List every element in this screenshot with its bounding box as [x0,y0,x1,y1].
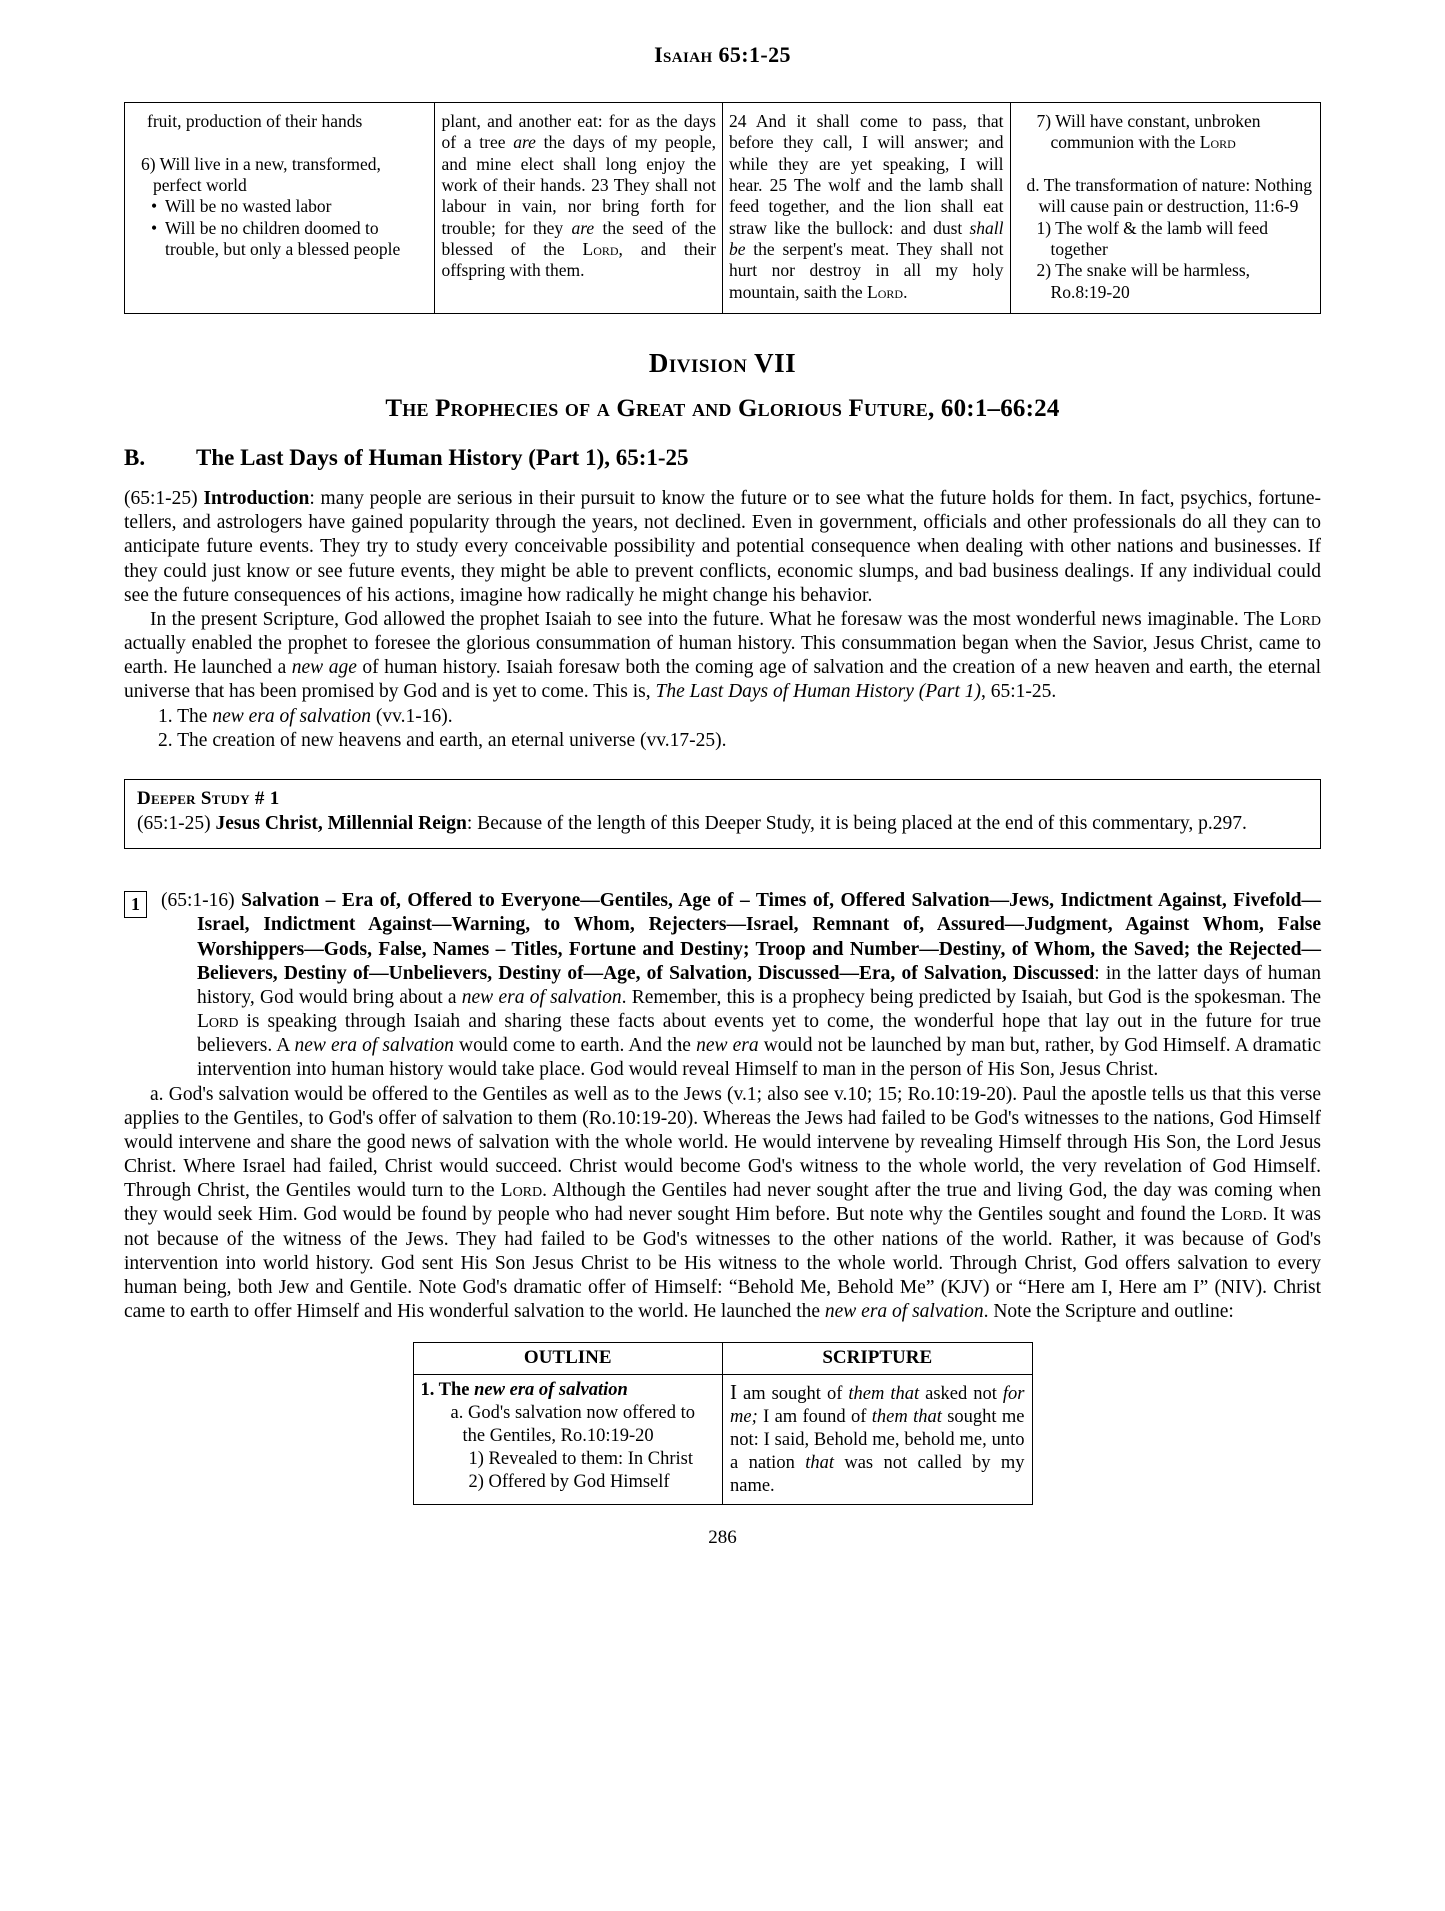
verse-23-a: They shall not labour in vain, nor bring forth for trouble; for they [441,175,716,238]
deeper-study-body [137,812,1308,836]
para-a-1: a. God's salvation would be offered to the Gentiles as well as to the Jews (v.1; also see v.10; 15; Ro.10:19-20). Paul the apostle tells us that this verse applies to the Gentiles, to God's offer of salvation to them (Ro.10:19-20). Whereas the Jews had failed to be God's witnesses to the nations, God Himself would intervene and share the good news of salvation with the whole world. He would intervene by revealing Himself through His Son, the Lord Jesus Christ. Where Israel had failed, Christ would succeed. Christ would become God's witness to the whole world, the very revelation of God Himself. Through Christ, the Gentiles would turn to the [124,1083,1321,1202]
point-body [161,889,1321,1082]
scripture-initial: I [730,1379,737,1404]
divine-name-lord: Lord [1279,608,1321,630]
list-number: 2. [158,729,173,751]
point-italic-new-era-3: new era [696,1035,759,1057]
outline-item-a-1: 1) Revealed to them: In Christ [468,1448,694,1469]
verse-number-23: 23 [591,175,609,196]
list-text-b: (vv.1-16). [371,705,453,727]
page-content [124,102,1321,1505]
point-italic-new-era: new era of salvation [461,986,622,1008]
point-body-a: : in the latter days of human history, God would bring about a [197,962,1321,1008]
list-item: • Will be no wasted labor [151,196,428,217]
verse-25-italic: shall be [728,217,1004,260]
point-body-d: would come to earth. And the [453,1035,697,1057]
scripture-italic-2: for me; [730,1383,1025,1427]
outline-item-1 [421,1379,716,1402]
section-heading [124,445,1321,471]
outline-item-a: a. God's salvation now offered to the Gentiles, Ro.10:19-20 [450,1402,695,1446]
section-letter: B. [124,445,146,471]
outline-scripture-table [413,1342,1033,1505]
verse-25-b: the serpent's meat. They shall not hurt nor destroy in all my holy mountain, saith the [728,239,1004,302]
outline-item-a-2: 2) Offered by God Himself [468,1471,670,1492]
table-row [413,1374,1032,1505]
list-number: 1. [158,705,173,727]
commentary-point-1 [124,889,1321,1082]
list-item [124,705,1321,729]
outline-item-1-italic: new era of salvation [474,1379,628,1400]
outline-point-7-text: 7) Will have constant, unbroken communion with the [1036,111,1261,153]
scripture-e: sought me not: I said, Behold me, behold me, unto a nation [730,1406,1025,1473]
deeper-study-title: Deeper Study # 1 [137,787,280,809]
spacer [131,132,428,153]
list-italic: new era of salvation [212,705,372,727]
outline-point-d-2: 2) The snake will be harmless, Ro.8:19-20 [1036,260,1251,302]
intro2-d: , 65:1-25. [981,681,1057,703]
division-subtitle: The Prophecies of a Great and Glorious Future, 60:1–66:24 [385,395,1060,423]
column-header-outline: OUTLINE [413,1343,723,1375]
outline-cell [413,1374,723,1505]
intro-ref: (65:1-25) [124,488,204,510]
verse-number-24: 24 [728,111,747,131]
divine-name-lord: Lord [582,239,619,260]
page-number: 286 [708,1527,737,1549]
verse-23-italic: are [571,217,595,238]
outline-item-1-bold: 1. The [420,1379,475,1400]
divine-name-lord: Lord [1220,1204,1263,1226]
outline-column-left [125,103,435,314]
outline-column-right [1010,103,1320,314]
divine-name-lord: Lord [197,1011,239,1033]
point-number-badge: 1 [124,891,147,918]
verse-23-c: , and their offspring with them. [441,239,716,281]
para-a-3: . It was not because of the witness of the Jews. They had failed to be God's witnesses to the other nations of the world. Rather, it was because of God's intervention into world history. God sent His Son Jesus Christ to be His witness to the whole world. Through Christ, God offers salvation to every human being, both Jew and Gentile. Note God's dramatic offer of Himself: “Behold Me, Behold Me” (KJV) or “Here am I, Here am I” (NIV). Christ came to earth to offer Himself and His wonderful salvation to the world. He launched the [124,1204,1321,1323]
para-a-4: . Note the Scripture and outline: [983,1301,1234,1323]
intro2-c: of human history. Isaiah foresaw both the coming age of salvation and the creation of a new heaven and earth, the eternal universe that has been promised by God and is yet to come. This is, [124,657,1321,703]
point-heading-paragraph [161,889,1321,1082]
point-heading-bold: Salvation – Era of, Offered to Everyone—Gentiles, Age of – Times of, Offered Salvation—Jews, Indictment Against, Fivefold—Israel, Indictment Against—Warning, to Whom, Rejecters—Israel, Remnant of, Assured—Judgment, Against Whom, False Worshippers—Gods, False, Names – Titles, Fortune and Destiny; Troop and Number—Destiny, of Whom, the Saved; the Rejected—Believers, Destiny of—Unbelievers, Destiny of—Age, of Salvation, Discussed—Era, of Salvation, Discussed [197,890,1322,984]
scripture-cell [723,1374,1033,1505]
introduction-paragraph-1 [124,487,1321,608]
point-body-c: is speaking through Isaiah and sharing these facts about events yet to come, the wonderful hope that lay out in the future for true believers. A [197,1011,1321,1057]
scripture-f: was not called by my name. [730,1452,1025,1496]
page [0,42,1445,1911]
column-header-scripture: SCRIPTURE [723,1343,1033,1375]
verse-number-25: 25 [769,175,788,196]
intro-text: : many people are serious in their pursuit to know the future or to see what the future holds for them. In fact, psychics, fortune-tellers, and astrologers have gained popularity through the years, not declined. Even in government, officials and other professionals do all they can to anticipate future events. They try to study every conceivable possibility and potential consequence when dealing with other nations and businesses. If they could just know or see future events, they might be able to prevent conflicts, economic slumps, and bad business dealings. If any individual could see the future consequences of his actions, imagine how radically he might change his behavior. [124,488,1321,606]
point-ref: (65:1-16) [161,890,242,912]
intro2-italic-title: The Last Days of Human History (Part 1) [655,681,982,703]
scripture-text-b: the days of my people, and mine elect shall long enjoy the work of their hands. [441,132,716,196]
scripture-column-2 [722,103,1010,314]
table-row [125,103,1321,314]
scripture-italic-1: them that [848,1383,920,1404]
point-sub-paragraph-a [124,1083,1321,1325]
introduction-paragraph-2 [124,608,1321,705]
verse-23-b: the seed of the blessed of the [441,217,716,260]
outline-point-d-1: 1) The wolf & the lamb will feed together [1036,217,1269,260]
outline-point-7 [1017,111,1314,154]
spacer [1017,154,1314,175]
point-body-e: would not be launched by man but, rather, by God Himself. A dramatic intervention into human history would take place. God would reveal Himself to man in the person of His Son, Jesus Christ. [197,1035,1321,1081]
outline-line-fruit: fruit, production of their hands [147,111,363,131]
point-italic-new-era-2: new era of salvation [294,1035,454,1057]
outline-bullets [131,196,428,260]
intro2-a: In the present Scripture, God allowed the prophet Isaiah to see into the future. What he foresaw was the most wonderful news imaginable. The [150,608,1280,630]
deeper-study-text: : Because of the length of this Deeper Study, it is being placed at the end of this commentary, p.297. [466,812,1247,834]
verse-25-a: The wolf and the lamb shall feed together, and the lion shall eat straw like the bullock: and dust [728,175,1004,238]
verse-24-text: And it shall come to pass, that before they call, I will answer; and while they are yet speaking, I will hear. [728,111,1004,196]
outline-point-6: 6) Will live in a new, transformed, perfect world [141,153,381,196]
verse-outline-table [124,102,1321,314]
intro2-italic-new-age: new age [291,657,357,679]
scripture-d: I am found of [757,1406,872,1427]
deeper-study-ref: (65:1-25) [137,812,216,834]
para-a-italic: new era of salvation [824,1301,984,1323]
list-item: • Will be no children doomed to trouble, but only a blessed people [151,218,428,261]
deeper-study-box [124,779,1321,849]
scripture-italic-are: are [513,132,536,153]
intro2-b: actually enabled the prophet to foresee the glorious consummation of human history. This consummation began when the Savior, Jesus Christ, came to earth. He launched a [124,633,1321,679]
list-text-a: The creation of new heavens and earth, an eternal universe (vv.17-25). [172,729,727,751]
divine-name-lord: Lord [1199,132,1236,153]
list-text-a: The [172,705,213,727]
scripture-b: am sought of [737,1383,849,1404]
running-head: Isaiah 65:1-25 [654,42,791,67]
divine-name-lord: Lord [500,1180,543,1202]
divine-name-lord: Lord [867,281,904,302]
para-a-2: . Although the Gentiles had never sought after the true and living God, the day was coming when they would seek Him. God would be found by people who had never sought Him before. But note why the Gentiles sought and found the [124,1180,1321,1226]
division-title: Division VII [648,348,797,379]
scripture-c: asked not [919,1383,1003,1404]
point-body-b: . Remember, this is a prophecy being predicted by Isaiah, but God is the spokesman. The [621,986,1321,1008]
scripture-column-1 [435,103,723,314]
scripture-italic-4: that [805,1452,834,1473]
intro-label: Introduction [203,488,310,510]
verse-25-c: . [903,281,908,302]
list-item [124,729,1321,753]
deeper-study-label: Jesus Christ, Millennial Reign [215,812,467,834]
outline-point-d: d. The transformation of nature: Nothing will cause pain or destruction, 11:6-9 [1026,175,1312,217]
section-title: The Last Days of Human History (Part 1), 65:1-25 [196,445,689,471]
table-header-row [413,1343,1032,1375]
scripture-text-a: plant, and another eat: for as the days of a tree [441,111,716,153]
scripture-italic-3: them that [871,1406,942,1427]
